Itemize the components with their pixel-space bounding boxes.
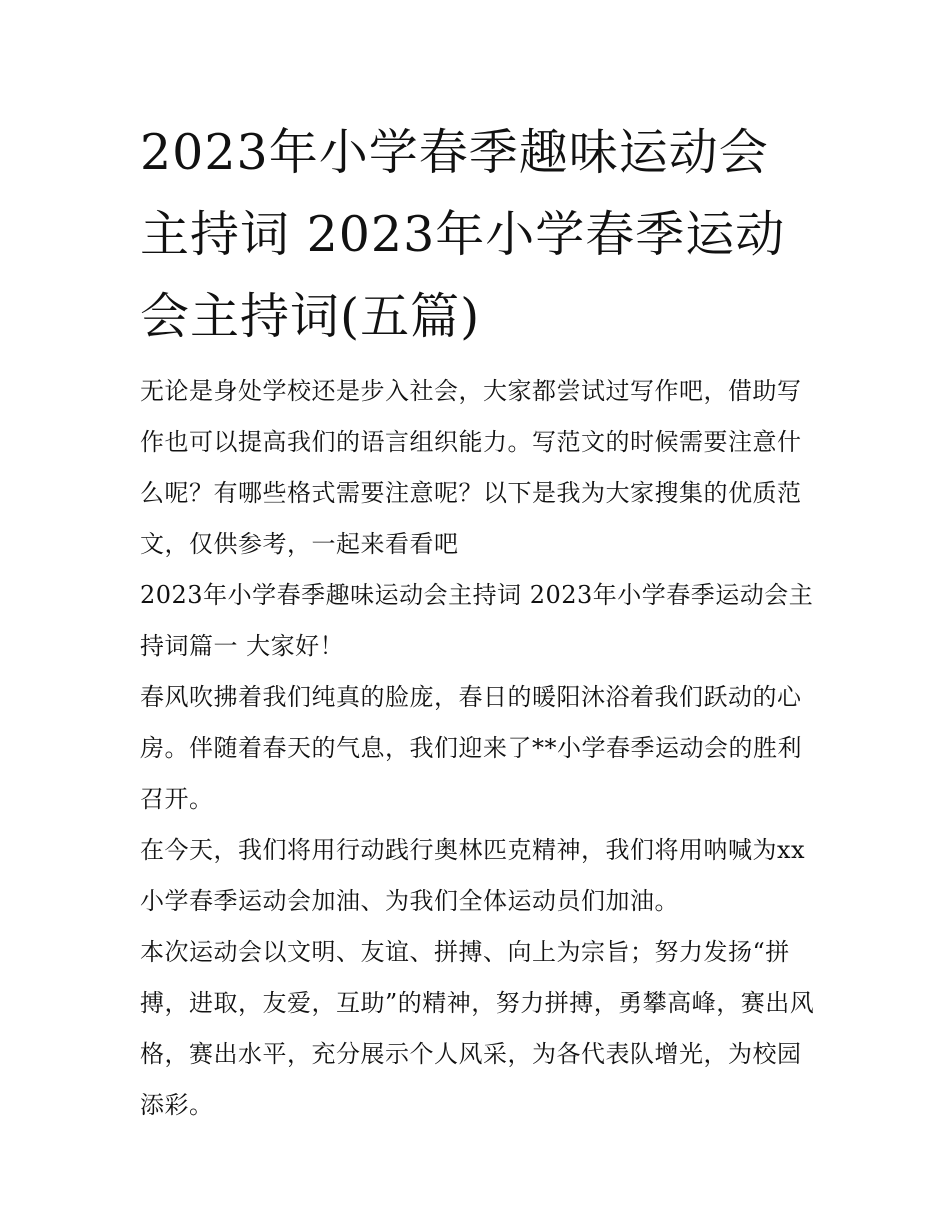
section-heading-paragraph: 2023年小学春季趣味运动会主持词 2023年小学春季运动会主持词篇一 大家好！ xyxy=(140,581,814,660)
body-paragraph: 在今天，我们将用行动践行奥林匹克精神，我们将用呐喊为xx小学春季运动会加油、为我们全体运动员们加油。 xyxy=(140,836,806,915)
document-title: 2023年小学春季趣味运动会主持词 2023年小学春季运动会主持词(五篇) xyxy=(140,124,786,345)
intro-paragraph: 无论是身处学校还是步入社会，大家都尝试过写作吧，借助写作也可以提高我们的语言组织能力。写范文的时候需要注意什么呢？有哪些格式需要注意呢？以下是我为大家搜集的优质范文，仅供参考，一起来看看吧 xyxy=(140,377,802,558)
document-content xyxy=(140,112,816,1131)
body-paragraph: 本次运动会以文明、友谊、拼搏、向上为宗旨；努力发扬“拼搏，进取，友爱，互助”的精神，努力拼搏，勇攀高峰，赛出风格，赛出水平，充分展示个人风采，为各代表队增光，为校园添彩。 xyxy=(140,938,815,1119)
body-paragraph: 春风吹拂着我们纯真的脸庞，春日的暖阳沐浴着我们跃动的心房。伴随着春天的气息，我们迎来了**小学春季运动会的胜利召开。 xyxy=(140,683,802,813)
